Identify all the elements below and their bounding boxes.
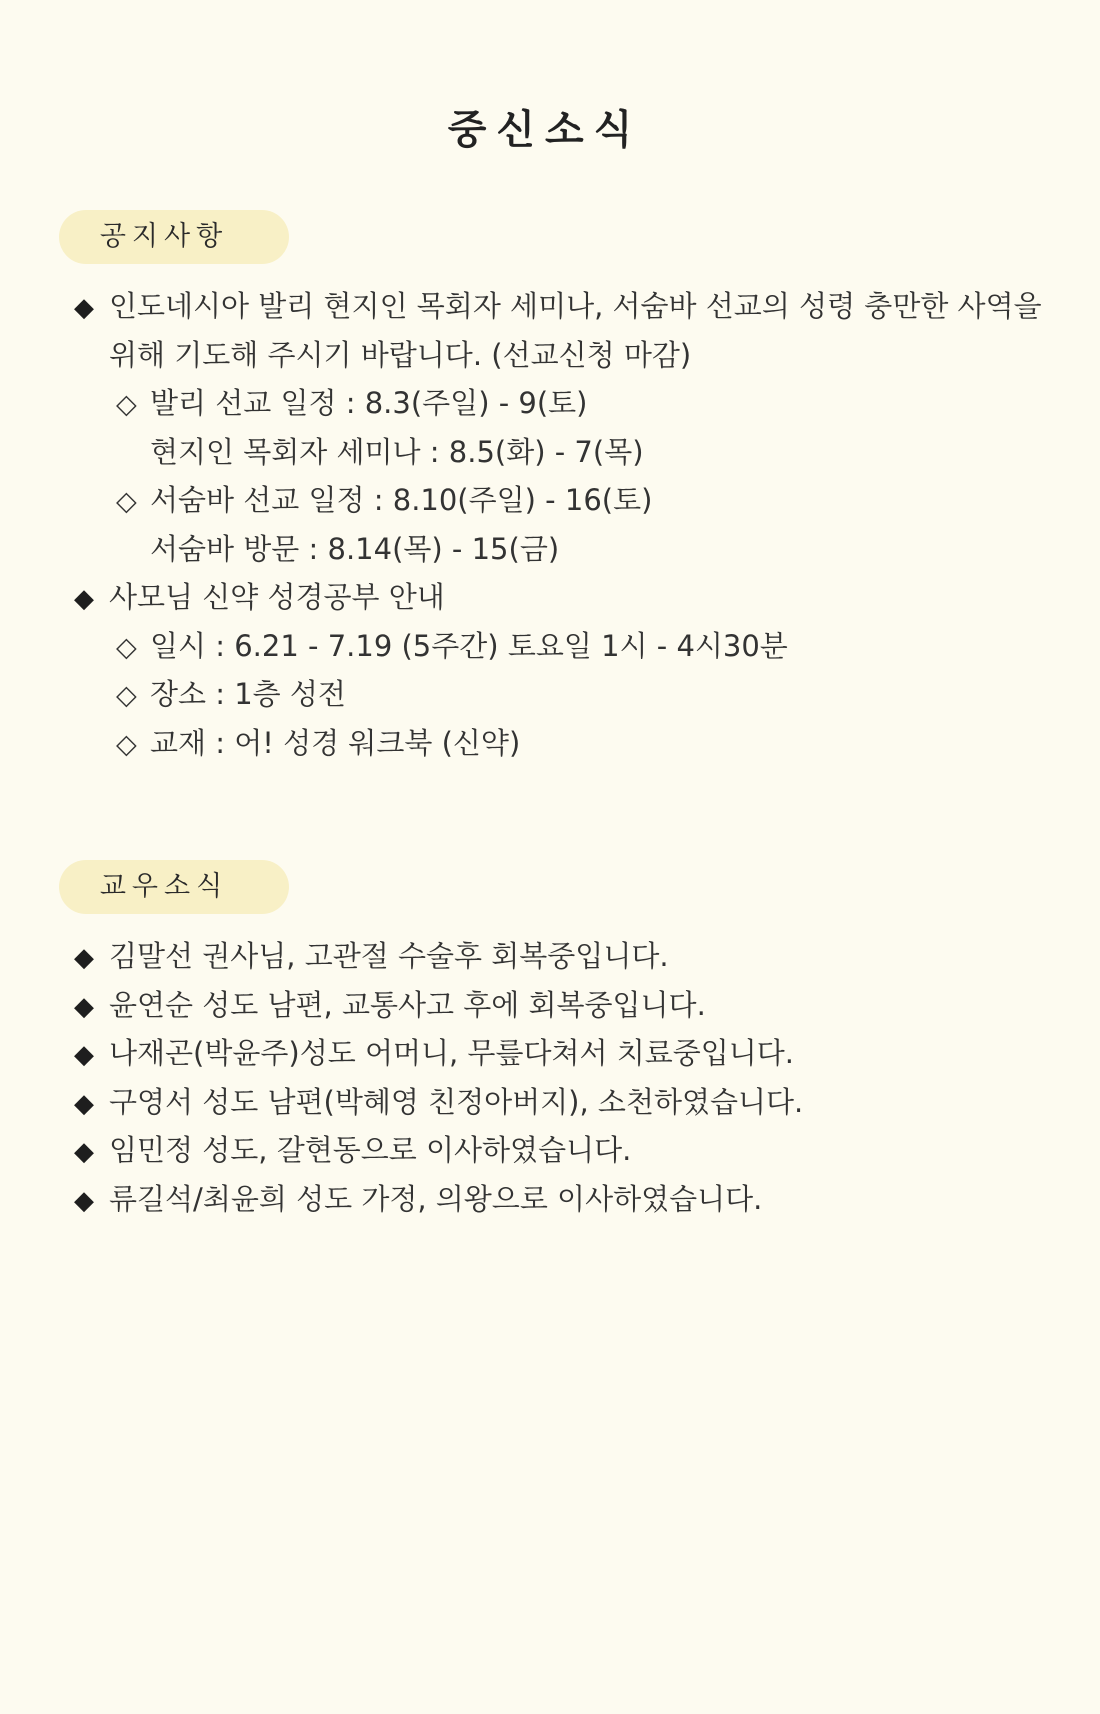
members-item	[74, 932, 1074, 981]
notice-subtext: 서숨바 방문 : 8.14(목) - 15(금)	[150, 531, 560, 566]
notice-text: 위해 기도해 주시기 바랍니다. (선교신청 마감)	[109, 337, 692, 372]
members-text: 류길석/최윤희 성도 가정, 의왕으로 이사하였습니다.	[109, 1181, 763, 1216]
members-item	[74, 981, 1074, 1030]
notice-subtext: 교재 : 어! 성경 워크북 (신약)	[150, 725, 521, 760]
filled-diamond-icon: ◆	[74, 991, 94, 1022]
notice-subtext: 발리 선교 일정 : 8.3(주일) - 9(토)	[150, 386, 588, 420]
filled-diamond-icon: ◆	[74, 1040, 94, 1070]
filled-diamond-icon: ◆	[74, 943, 94, 973]
members-text: 구영서 성도 남편(박혜영 친정아버지), 소천하였습니다.	[109, 1084, 804, 1119]
members-text: 김말선 권사님, 고관절 수술후 회복중입니다.	[109, 939, 669, 973]
notice-subitem	[74, 622, 1074, 671]
hollow-diamond-icon: ◇	[116, 389, 137, 420]
filled-diamond-icon: ◆	[74, 293, 94, 323]
notice-subtext: 일시 : 6.21 - 7.19 (5주간) 토요일 1시 - 4시30분	[150, 628, 788, 663]
hollow-diamond-icon: ◇	[116, 728, 137, 760]
notice-heading: 공지사항	[59, 210, 289, 264]
notice-subitem-detail	[74, 428, 1074, 477]
notice-subitem	[74, 670, 1074, 719]
hollow-diamond-icon: ◇	[116, 486, 137, 517]
notice-subitem-detail	[74, 525, 1074, 574]
filled-diamond-icon: ◆	[74, 1088, 94, 1119]
hollow-diamond-icon: ◇	[116, 631, 137, 663]
members-item	[74, 1078, 1074, 1127]
hollow-diamond-icon: ◇	[116, 680, 137, 711]
notice-subitem	[74, 476, 1074, 525]
members-item	[74, 1126, 1074, 1175]
notice-text: 인도네시아 발리 현지인 목회자 세미나, 서숨바 선교의 성령 충만한 사역을	[109, 289, 1042, 323]
notice-subitem	[74, 719, 1074, 768]
members-item	[74, 1175, 1074, 1224]
filled-diamond-icon: ◆	[74, 1137, 94, 1167]
members-text: 윤연순 성도 남편, 교통사고 후에 회복중입니다.	[109, 987, 706, 1022]
page-title: 중신소식	[447, 107, 643, 153]
notice-subtext: 현지인 목회자 세미나 : 8.5(화) - 7(목)	[150, 434, 644, 469]
notice-item-continued	[74, 331, 1074, 380]
notice-subitem	[74, 379, 1074, 428]
members-text: 나재곤(박윤주)성도 어머니, 무릎다쳐서 치료중입니다.	[109, 1036, 795, 1070]
notice-item	[74, 573, 1074, 622]
filled-diamond-icon: ◆	[74, 1185, 94, 1216]
members-list	[74, 932, 1074, 1223]
notice-subtext: 서숨바 선교 일정 : 8.10(주일) - 16(토)	[150, 483, 653, 517]
members-text: 임민정 성도, 갈현동으로 이사하였습니다.	[109, 1133, 632, 1167]
notice-item	[74, 282, 1074, 331]
notice-subtext: 장소 : 1층 성전	[150, 677, 346, 711]
members-item	[74, 1029, 1074, 1078]
members-heading: 교우소식	[59, 860, 289, 914]
filled-diamond-icon: ◆	[74, 584, 94, 614]
notice-text: 사모님 신약 성경공부 안내	[109, 580, 445, 614]
notice-list	[74, 282, 1074, 767]
